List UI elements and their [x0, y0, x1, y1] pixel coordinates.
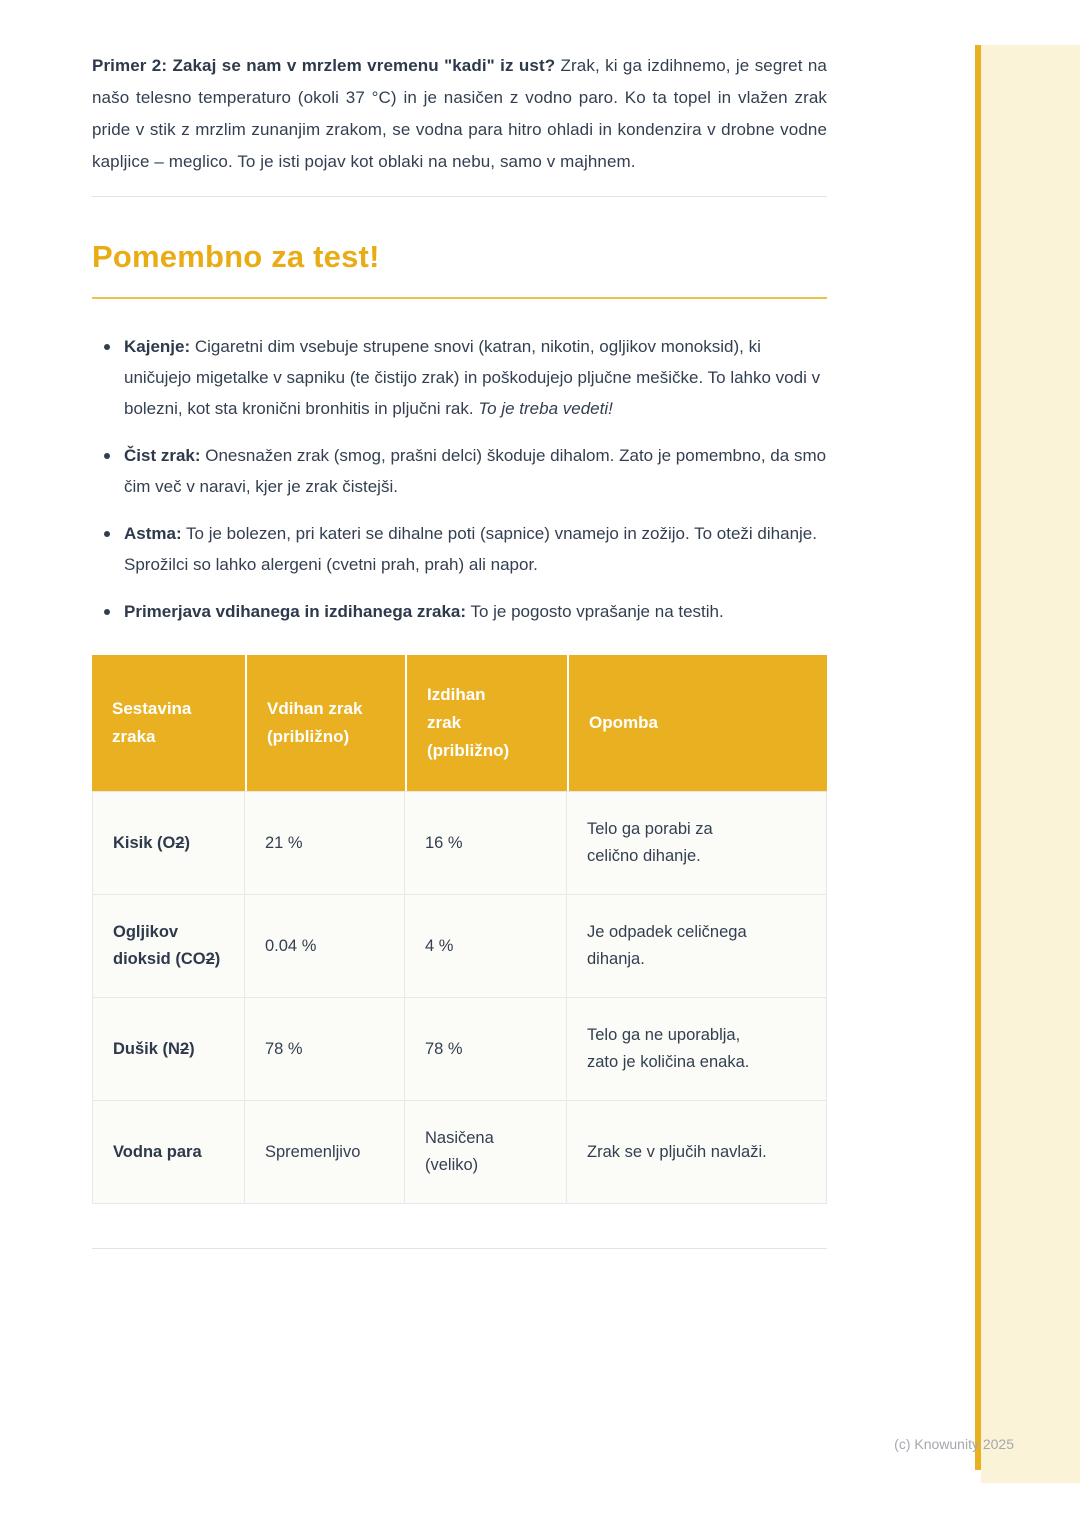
bullet-icon — [104, 609, 110, 615]
note-text: Zrak se v pljučih navlaži. — [587, 1142, 767, 1161]
table-row — [92, 998, 827, 1101]
component-name: Ogljikov dioksid (CO — [113, 923, 206, 968]
note-text: Je odpadek celičnega dihanja. — [587, 923, 747, 968]
footer-credit: (c) Knowunity 2025 — [894, 1436, 1014, 1452]
component-subscript: 2 — [179, 1039, 190, 1058]
cell-component — [92, 895, 245, 998]
cell-inhaled: Spremenljivo — [245, 1101, 405, 1204]
component-name: Vodna para — [113, 1142, 202, 1161]
intro-lead-bold: Primer 2: Zakaj se nam v mrzlem vremenu "kadi" iz ust? — [92, 56, 556, 75]
header-label: Vdihan zrak (približno) — [267, 699, 363, 746]
list-item-text — [124, 440, 827, 502]
cell-note — [567, 895, 827, 998]
section-heading: Pomembno za test! — [92, 239, 380, 274]
list-item — [92, 596, 827, 627]
table-row — [92, 1101, 827, 1204]
cell-exhaled: 78 % — [405, 998, 567, 1101]
table-header-cell — [92, 655, 245, 791]
divider-bottom — [92, 1248, 827, 1249]
cell-inhaled: 21 % — [245, 791, 405, 895]
list-item-lead: Primerjava vdihanega in izdihanega zraka: — [124, 602, 467, 621]
air-composition-table-wrap — [92, 655, 827, 1204]
table-header-cell — [245, 655, 405, 791]
list-item-emphasis: To je treba vedeti! — [478, 399, 613, 418]
cell-inhaled: 78 % — [245, 998, 405, 1101]
table-row — [92, 895, 827, 998]
component-name-end: ) — [189, 1039, 195, 1058]
bullet-list — [92, 331, 827, 627]
bullet-icon — [104, 453, 110, 459]
table-header-cell — [405, 655, 567, 791]
section-heading-wrap — [92, 237, 827, 299]
air-composition-table — [92, 655, 827, 1204]
cell-note — [567, 998, 827, 1101]
note-text: Telo ga porabi za celično dihanje. — [587, 820, 713, 865]
list-item-body: To je bolezen, pri kateri se dihalne poti (sapnice) vnamejo in zožijo. To oteži dihanje. Sprožilci so lahko alergeni (cvetni prah, prah) ali napor. — [124, 524, 817, 574]
header-label: Opomba — [589, 713, 658, 732]
note-text: Telo ga ne uporablja, zato je količina enaka. — [587, 1026, 750, 1071]
list-item-body: Cigaretni dim vsebuje strupene snovi (katran, nikotin, ogljikov monoksid), ki uničujejo migetalke v sapniku (te čistijo zrak) in poškodujejo pljučne mešičke. To lahko vodi v bolezni, kot sta kronični bronhitis in pljučni rak. — [124, 337, 821, 418]
cell-inhaled: 0.04 % — [245, 895, 405, 998]
intro-text: Zrak, ki ga izdihnemo, je segret na našo telesno temperaturo (okoli 37 °C) in je nasičen z vodno paro. Ko ta topel in vlažen zrak pride v stik z mrzlim zunanjim zrakom, se vodna para hitro ohladi in kondenzira v drobne vodne kapljice – meglico. To je isti pojav kot oblaki na nebu, samo v majhnem. — [92, 56, 827, 171]
table-header — [92, 655, 827, 791]
list-item-lead: Kajenje: — [124, 337, 191, 356]
list-item — [92, 440, 827, 502]
table-row — [92, 791, 827, 895]
list-item-lead: Astma: — [124, 524, 182, 543]
cell-exhaled: 16 % — [405, 791, 567, 895]
list-item — [92, 518, 827, 580]
table-body — [92, 791, 827, 1204]
cell-component — [92, 791, 245, 895]
list-item-body: To je pogosto vprašanje na testih. — [466, 602, 724, 621]
component-subscript: 2 — [205, 950, 215, 968]
divider-top — [92, 196, 827, 197]
bullet-icon — [104, 344, 110, 350]
table-header-cell — [567, 655, 827, 791]
component-name-end: ) — [184, 833, 191, 852]
component-name: Dušik (N — [113, 1039, 180, 1058]
cell-note — [567, 1101, 827, 1204]
component-name: Kisik (O — [113, 833, 176, 852]
list-item-text — [124, 596, 724, 627]
cell-exhaled: 4 % — [405, 895, 567, 998]
list-item-lead: Čist zrak: — [124, 446, 201, 465]
component-subscript: 2 — [175, 833, 185, 852]
bullet-icon — [104, 531, 110, 537]
list-item-text — [124, 331, 827, 424]
cell-component — [92, 1101, 245, 1204]
cell-component — [92, 998, 245, 1101]
cell-exhaled: Nasičena (veliko) — [405, 1101, 567, 1204]
list-item-text — [124, 518, 827, 580]
component-name-end: ) — [214, 950, 221, 968]
intro-paragraph — [92, 50, 827, 178]
list-item-body: Onesnažen zrak (smog, prašni delci) škoduje dihalom. Zato je pomembno, da smo čim več v naravi, kjer je zrak čistejši. — [124, 446, 827, 496]
header-label: Izdihan zrak (približno) — [427, 685, 510, 760]
header-label: Sestavina zraka — [112, 699, 192, 746]
cell-note — [567, 791, 827, 895]
list-item — [92, 331, 827, 424]
